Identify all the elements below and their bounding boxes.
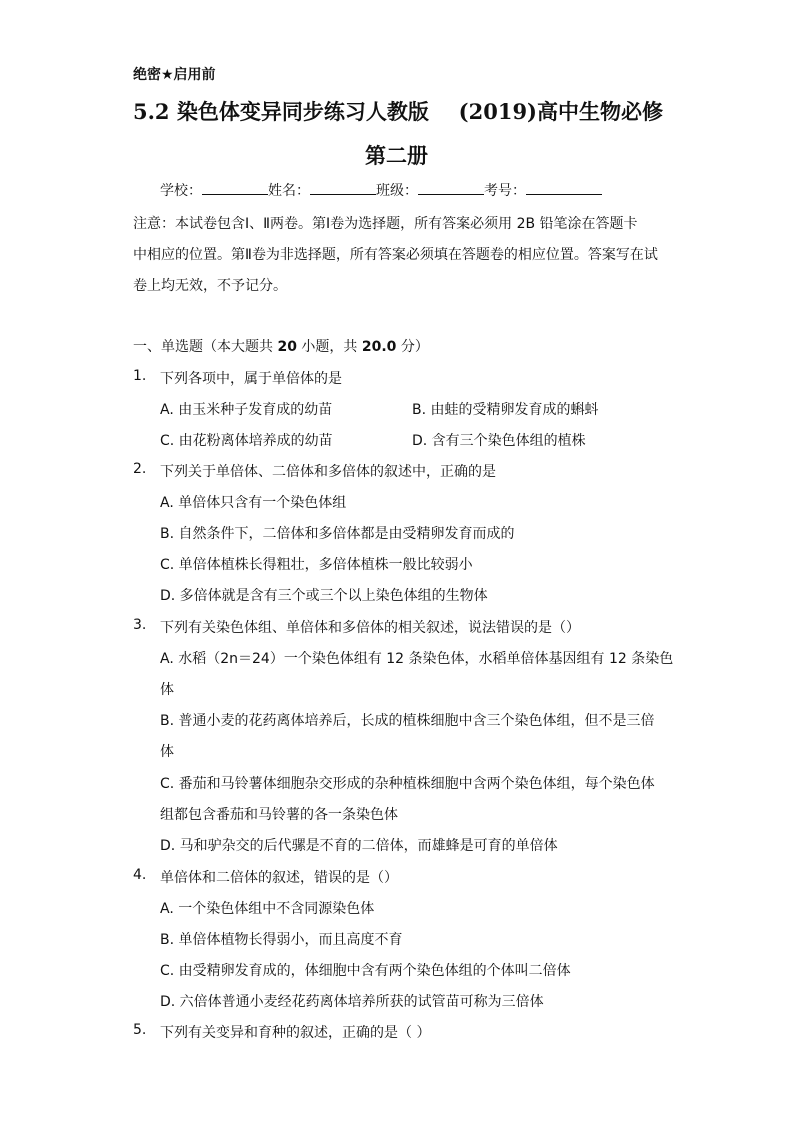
question-number: 2.	[133, 461, 147, 477]
question-stem: 下列各项中，属于单倍体的是	[160, 371, 342, 387]
option-b-continued[interactable]: 体	[160, 744, 174, 760]
option-d[interactable]: D. 含有三个染色体组的植株	[412, 433, 586, 449]
question-number: 3.	[133, 617, 147, 633]
school-label: 学校：	[160, 183, 202, 199]
question-stem: 下列有关染色体组、单倍体和多倍体的相关叙述，说法错误的是（）	[160, 620, 580, 636]
option-b[interactable]: B. 普通小麦的花药离体培养后，长成的植株细胞中含三个染色体组，但不是三倍	[160, 713, 655, 729]
school-blank[interactable]	[202, 180, 268, 195]
option-c[interactable]: C. 番茄和马铃薯体细胞杂交形成的杂种植株细胞中含两个染色体组，每个染色体	[160, 776, 655, 792]
student-info-row	[160, 180, 602, 200]
option-a-continued[interactable]: 体	[160, 682, 174, 698]
option-a[interactable]: A. 一个染色体组中不含同源染色体	[160, 901, 375, 917]
exam-notice	[133, 209, 663, 302]
exam-no-blank[interactable]	[526, 180, 602, 195]
option-a[interactable]: A. 单倍体只含有一个染色体组	[160, 495, 347, 511]
question-number: 1.	[133, 368, 147, 384]
confidential-label: 绝密★启用前	[133, 67, 216, 83]
option-b[interactable]: B. 由蛙的受精卵发育成的蝌蚪	[412, 402, 599, 418]
page-title-line2: 第二册	[365, 143, 428, 168]
notice-line: 注意：本试卷包含Ⅰ、Ⅱ两卷。第Ⅰ卷为选择题，所有答案必须用 2B 铅笔涂在答题卡	[133, 216, 638, 232]
option-c[interactable]: C. 由花粉离体培养成的幼苗	[160, 433, 333, 449]
class-blank[interactable]	[418, 180, 484, 195]
option-d[interactable]: D. 六倍体普通小麦经花药离体培养所获的试管苗可称为三倍体	[160, 994, 544, 1010]
option-b[interactable]: B. 单倍体植物长得弱小，而且高度不育	[160, 932, 403, 948]
option-b[interactable]: B. 自然条件下，二倍体和多倍体都是由受精卵发育而成的	[160, 526, 515, 542]
option-d[interactable]: D. 多倍体就是含有三个或三个以上染色体组的生物体	[160, 588, 488, 604]
question-number: 4.	[133, 867, 147, 883]
notice-line: 卷上均无效，不予记分。	[133, 278, 287, 294]
option-c[interactable]: C. 单倍体植株长得粗壮，多倍体植株一般比较弱小	[160, 557, 473, 573]
class-label: 班级：	[376, 183, 418, 199]
section-heading: 一、单选题（本大题共 20 小题，共 20.0 分）	[133, 339, 429, 355]
exam-no-label: 考号：	[484, 183, 526, 199]
title-right: (2019)高中生物必修	[458, 99, 663, 124]
option-d[interactable]: D. 马和驴杂交的后代骡是不育的二倍体，而雄蜂是可育的单倍体	[160, 838, 558, 854]
name-blank[interactable]	[310, 180, 376, 195]
question-stem: 单倍体和二倍体的叙述，错误的是（）	[160, 870, 398, 886]
option-c[interactable]: C. 由受精卵发育成的，体细胞中含有两个染色体组的个体叫二倍体	[160, 963, 571, 979]
question-stem: 下列有关变异和育种的叙述，正确的是（ ）	[160, 1025, 431, 1041]
option-a[interactable]: A. 由玉米种子发育成的幼苗	[160, 402, 333, 418]
name-label: 姓名：	[268, 183, 310, 199]
question-stem: 下列关于单倍体、二倍体和多倍体的叙述中，正确的是	[160, 464, 496, 480]
question-number: 5.	[133, 1022, 147, 1038]
notice-line: 中相应的位置。第Ⅱ卷为非选择题，所有答案必须填在答题卷的相应位置。答案写在试	[133, 247, 658, 263]
option-a[interactable]: A. 水稻（2n＝24）一个染色体组有 12 条染色体，水稻单倍体基因组有 12 条染色	[160, 651, 674, 667]
title-left: 5.2 染色体变异同步练习人教版	[133, 99, 429, 124]
option-c-continued[interactable]: 组都包含番茄和马铃薯的各一条染色体	[160, 807, 398, 823]
